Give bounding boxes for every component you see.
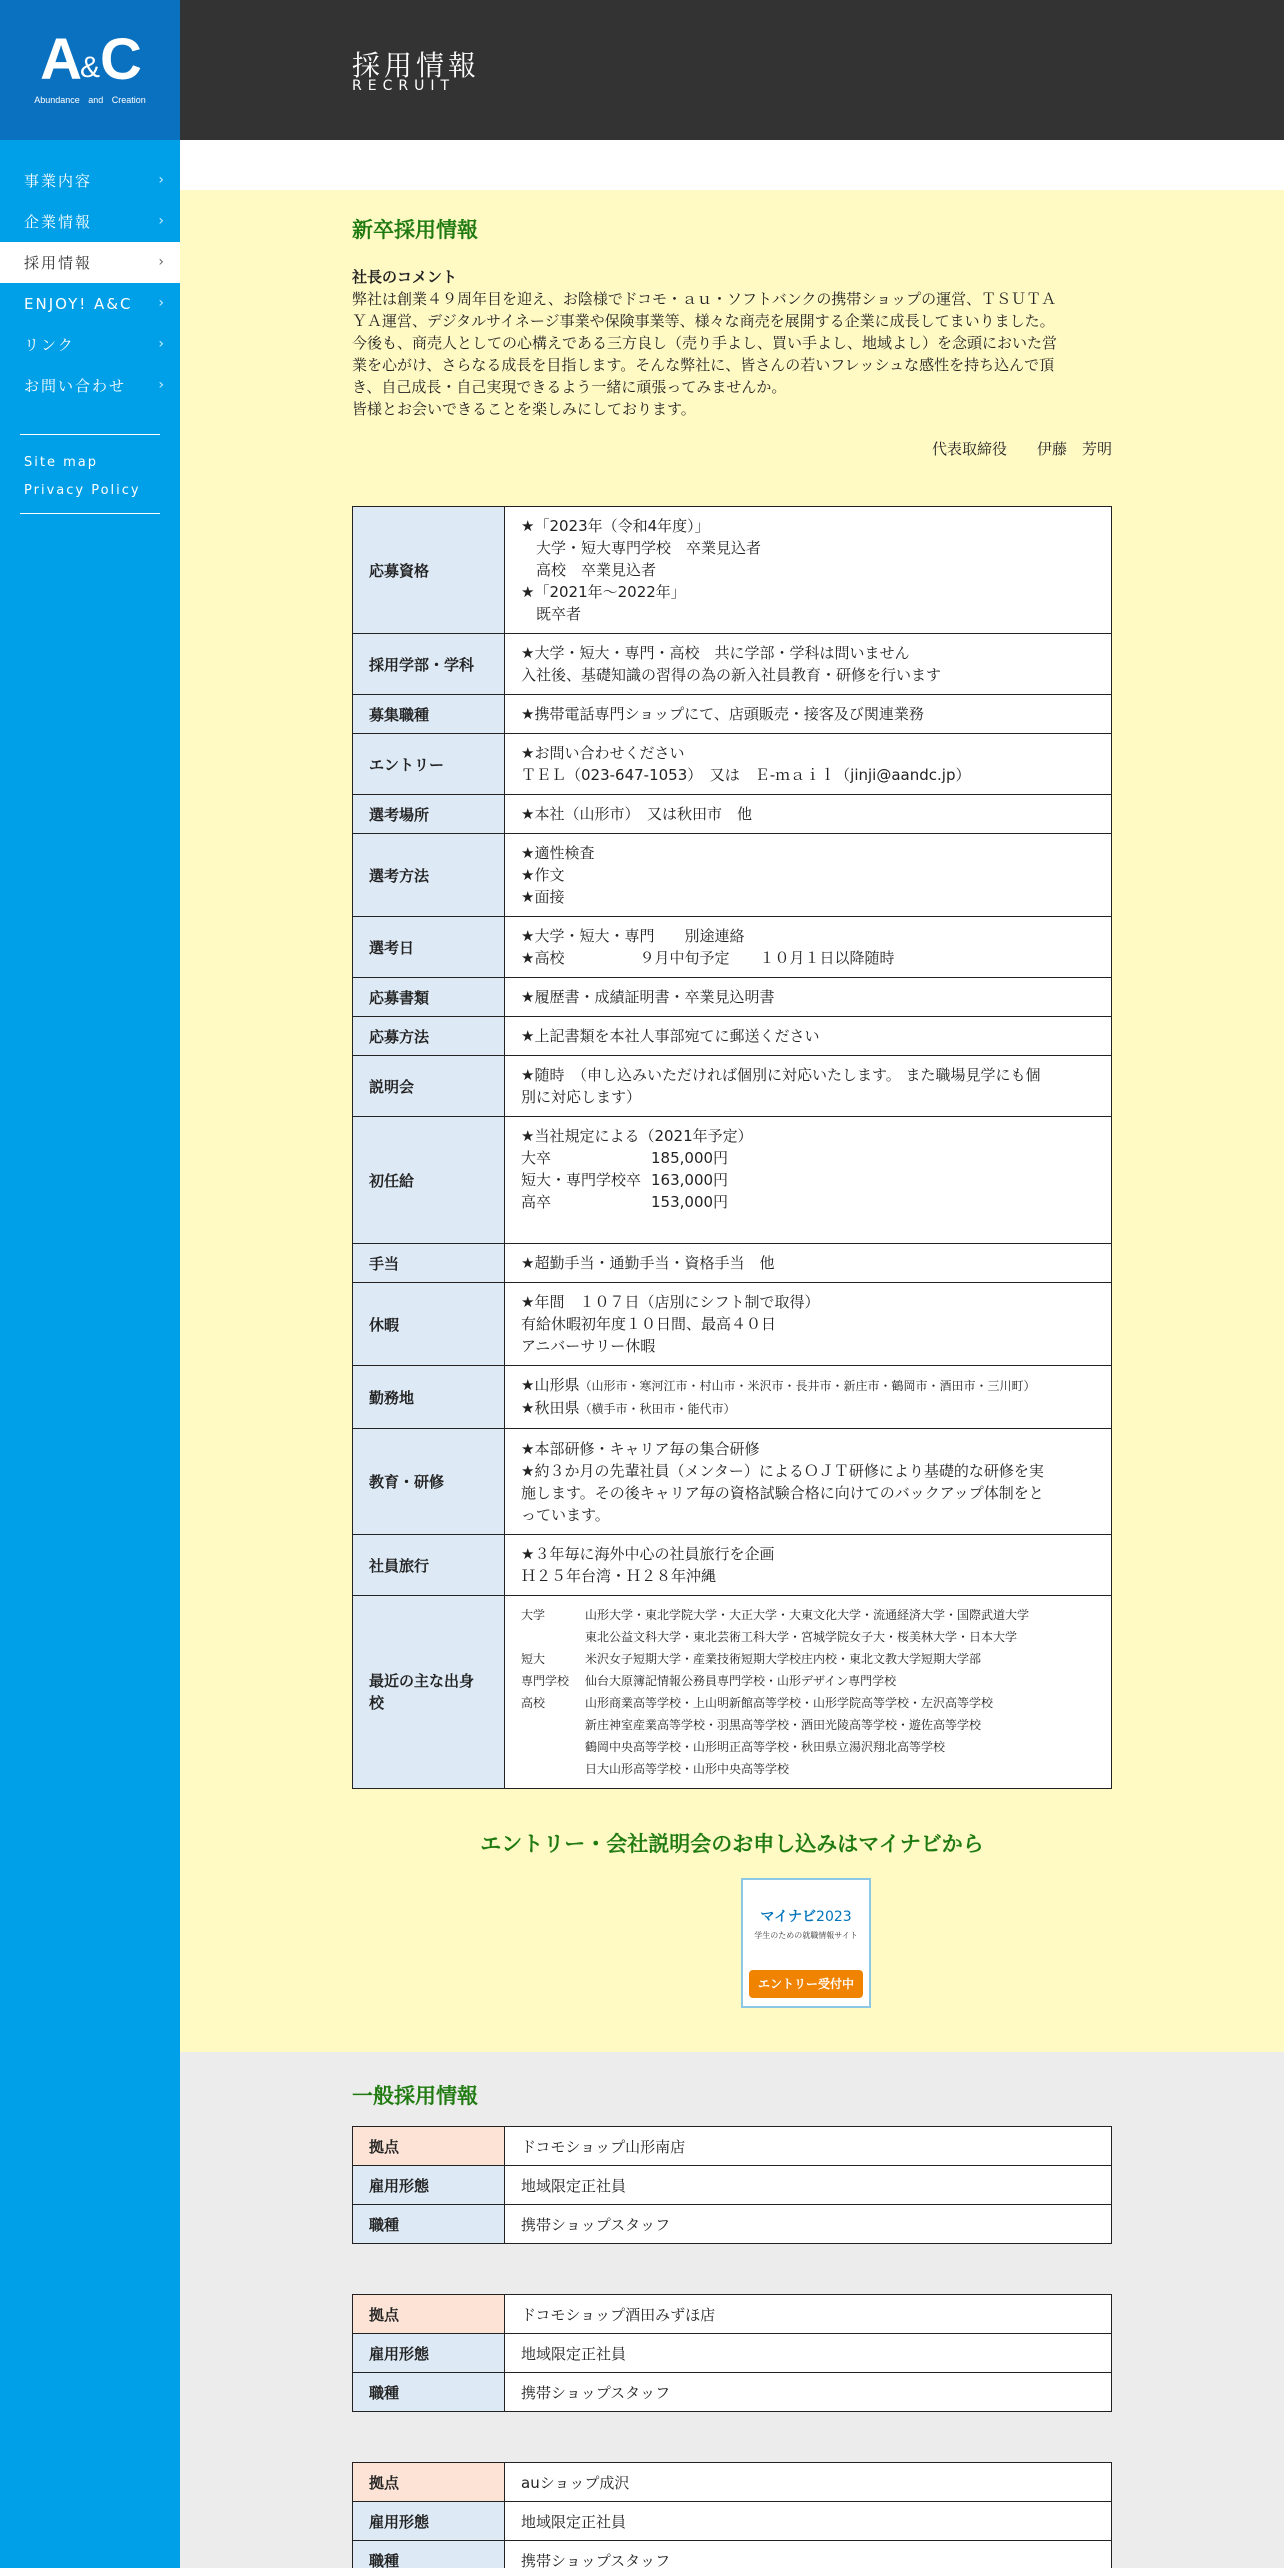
- row-value: ★超勤手当・通勤手当・資格手当 他: [505, 1244, 1112, 1283]
- employment-label: 雇用形態: [353, 2334, 505, 2373]
- table-row: [353, 2373, 1112, 2412]
- school-line: 高校 山形商業高等学校・上山明新館高等学校・山形学院高等学校・左沢高等学校: [521, 1696, 994, 1710]
- row-label: 最近の主な出身校: [353, 1596, 505, 1789]
- nav-item-contact[interactable]: お問い合わせ ›: [24, 377, 166, 395]
- general-recruit-title: 一般採用情報: [352, 2084, 478, 2108]
- table-row: [353, 1366, 1112, 1429]
- location-label: 拠点: [353, 2127, 505, 2166]
- table-row: [353, 507, 1112, 634]
- row-value: [505, 1366, 1112, 1429]
- row-label: 社員旅行: [353, 1535, 505, 1596]
- table-row: [353, 1596, 1112, 1789]
- workplace-item: ★秋田県（横手市・秋田市・能代市）: [521, 1399, 736, 1417]
- nav-item-business[interactable]: 事業内容 ›: [24, 172, 166, 190]
- posting-table: [352, 2462, 1112, 2568]
- nav-item-links[interactable]: リンク ›: [24, 336, 166, 354]
- comment-line: き、自己成長・自己実現できるよう一緒に頑張ってみませんか。: [352, 378, 787, 396]
- chevron-right-icon: ›: [158, 377, 166, 393]
- section-title: 新卒採用情報: [352, 218, 478, 242]
- logo-mark: A&C: [40, 27, 140, 92]
- employment-value: 地域限定正社員: [505, 2334, 1112, 2373]
- row-value: ★当社規定による（2021年予定） 大卒 185,000円 短大・専門学校卒 163,000円 高卒 153,000円: [505, 1117, 1112, 1244]
- table-row: [353, 1056, 1112, 1117]
- school-line: 大学 山形大学・東北学院大学・大正大学・大東文化大学・流通経済大学・国際武道大学: [521, 1608, 1030, 1622]
- salary-item: 短大・専門学校卒 163,000円: [521, 1171, 729, 1189]
- job-value: 携帯ショップスタッフ: [505, 2205, 1112, 2244]
- job-label: 職種: [353, 2205, 505, 2244]
- row-value: ★大学・短大・専門 別途連絡 ★高校 ９月中旬予定 １０月１日以降随時: [505, 917, 1112, 978]
- new-graduate-section: [180, 190, 1284, 2052]
- row-value: ★随時 （申し込みいただければ個別に対応いたします。 また職場見学にも個 別に対応します）: [505, 1056, 1112, 1117]
- table-row: [353, 834, 1112, 917]
- mynavi-tagline: 学生のための就職情報サイト: [754, 1931, 858, 1940]
- main-nav: [0, 160, 180, 406]
- page-subtitle: RECRUIT: [352, 78, 456, 94]
- chevron-right-icon: ›: [158, 213, 166, 229]
- table-row: [353, 634, 1112, 695]
- president-comment: [352, 288, 1116, 420]
- row-value: ★大学・短大・専門・高校 共に学部・学科は問いません 入社後、基礎知識の習得の為の新入社員教育・研修を行います: [505, 634, 1112, 695]
- row-label: 初任給: [353, 1117, 505, 1244]
- row-label: 説明会: [353, 1056, 505, 1117]
- table-row: [353, 2502, 1112, 2541]
- sidebar: [0, 0, 180, 2568]
- row-value: ★本社（山形市） 又は秋田市 他: [505, 795, 1112, 834]
- privacy-policy-link[interactable]: Privacy Policy: [24, 483, 141, 498]
- table-row: [353, 2205, 1112, 2244]
- row-label: 選考方法: [353, 834, 505, 917]
- row-label: 応募資格: [353, 507, 505, 634]
- job-value: 携帯ショップスタッフ: [505, 2541, 1112, 2568]
- row-value: ★上記書類を本社人事部宛てに郵送ください: [505, 1017, 1112, 1056]
- employment-value: 地域限定正社員: [505, 2166, 1112, 2205]
- table-row: [353, 1283, 1112, 1366]
- page-title: 採用情報: [352, 49, 481, 82]
- signature: 代表取締役 伊藤 芳明: [931, 440, 1112, 458]
- row-label: 休暇: [353, 1283, 505, 1366]
- row-label: 勤務地: [353, 1366, 505, 1429]
- job-value: 携帯ショップスタッフ: [505, 2373, 1112, 2412]
- row-value: ★適性検査 ★作文 ★面接: [505, 834, 1112, 917]
- table-row: [353, 2127, 1112, 2166]
- posting-table: [352, 2294, 1112, 2412]
- recruit-table: [352, 506, 1112, 1789]
- row-label: 募集職種: [353, 695, 505, 734]
- row-value: ★お問い合わせください ＴＥＬ（023-647-1053） 又は Ｅ-ｍａｉｌ（jinji@aandc.jp）: [505, 734, 1112, 795]
- table-row: [353, 795, 1112, 834]
- row-value: [505, 1596, 1112, 1789]
- row-label: 採用学部・学科: [353, 634, 505, 695]
- table-row: [353, 978, 1112, 1017]
- comment-line: 皆様とお会いできることを楽しみにしております。: [352, 400, 696, 418]
- posting-table: [352, 2126, 1112, 2244]
- row-value: ★「2023年（令和4年度）」 大学・短大専門学校 卒業見込者 高校 卒業見込者 ★「2021年～2022年」 既卒者: [505, 507, 1112, 634]
- sitemap-link[interactable]: Site map: [24, 455, 98, 470]
- comment-line: 弊社は創業４９周年目を迎え、お陰様でドコモ・ａｕ・ソフトバンクの携帯ショップの運営、ＴＳＵＴＡ: [352, 290, 1057, 308]
- school-line: 短大 米沢女子短期大学・産業技術短期大学校庄内校・東北文教大学短期大学部: [521, 1652, 982, 1666]
- row-value: ★履歴書・成績証明書・卒業見込明書: [505, 978, 1112, 1017]
- chevron-right-icon: ›: [158, 336, 166, 352]
- header-spacer: [180, 140, 1284, 190]
- row-value: ★３年毎に海外中心の社員旅行を企画 Ｈ２５年台湾・Ｈ２８年沖縄: [505, 1535, 1112, 1596]
- table-row: [353, 917, 1112, 978]
- comment-heading: 社長のコメント: [352, 268, 458, 286]
- mynavi-entry-banner[interactable]: [741, 1878, 871, 2008]
- sub-links: [20, 434, 160, 514]
- table-row: [353, 1244, 1112, 1283]
- location-label: 拠点: [353, 2295, 505, 2334]
- workplace-item: ★山形県（山形市・寒河江市・村山市・米沢市・長井市・新庄市・鶴岡市・酒田市・三川町）: [521, 1376, 1036, 1394]
- table-row: [353, 734, 1112, 795]
- page-header: [180, 0, 1284, 140]
- school-line: 専門学校 仙台大原簿記情報公務員専門学校・山形デザイン専門学校: [521, 1674, 897, 1688]
- school-line: 東北公益文科大学・東北芸術工科大学・宮城学院女子大・桜美林大学・日本大学: [585, 1630, 1018, 1644]
- nav-item-recruit[interactable]: 採用情報 ›: [0, 242, 180, 283]
- table-row: [353, 2463, 1112, 2502]
- table-row: [353, 695, 1112, 734]
- row-label: 応募書類: [353, 978, 505, 1017]
- table-row: [353, 1017, 1112, 1056]
- school-line: 鶴岡中央高等学校・山形明正高等学校・秋田県立湯沢翔北高等学校: [585, 1740, 946, 1754]
- location-label: 拠点: [353, 2463, 505, 2502]
- chevron-right-icon: ›: [158, 295, 166, 311]
- location-value: auショップ成沢: [505, 2463, 1112, 2502]
- school-line: 新庄神室産業高等学校・羽黒高等学校・酒田光陵高等学校・遊佐高等学校: [585, 1718, 982, 1732]
- table-row: [353, 2334, 1112, 2373]
- table-row: [353, 2166, 1112, 2205]
- logo[interactable]: [0, 0, 180, 140]
- row-label: 応募方法: [353, 1017, 505, 1056]
- row-label: 選考日: [353, 917, 505, 978]
- table-row: [353, 2295, 1112, 2334]
- logo-tagline: Abundance and Creation: [34, 95, 146, 105]
- row-value: ★携帯電話専門ショップにて、店頭販売・接客及び関連業務: [505, 695, 1112, 734]
- row-label: 教育・研修: [353, 1429, 505, 1535]
- employment-label: 雇用形態: [353, 2166, 505, 2205]
- nav-item-enjoy[interactable]: ENJOY! A&C ›: [24, 294, 166, 313]
- salary-item: 高卒 153,000円: [521, 1193, 729, 1211]
- table-row: [353, 2541, 1112, 2568]
- chevron-right-icon: ›: [158, 254, 166, 270]
- table-row: [353, 1535, 1112, 1596]
- location-value: ドコモショップ酒田みずほ店: [505, 2295, 1112, 2334]
- location-value: ドコモショップ山形南店: [505, 2127, 1112, 2166]
- comment-line: 業を心がけ、さらなる成長を目指します。そんな弊社に、皆さんの若いフレッシュな感性を持ち込んで頂: [352, 356, 1055, 374]
- mynavi-entry-button[interactable]: エントリー受付中: [749, 1970, 863, 1998]
- comment-line: ＹＡ運営、デジタルサイネージ事業や保険事業等、様々な商売を展開する企業に成長してまいりました。: [352, 312, 1055, 330]
- row-label: エントリー: [353, 734, 505, 795]
- table-row: [353, 1429, 1112, 1535]
- employment-label: 雇用形態: [353, 2502, 505, 2541]
- salary-item: 大卒 185,000円: [521, 1149, 729, 1167]
- row-label: 選考場所: [353, 795, 505, 834]
- nav-item-company[interactable]: 企業情報 ›: [24, 213, 166, 231]
- comment-line: 今後も、商売人としての心構えである三方良し（売り手よし、買い手よし、地域よし）を念頭においた営: [352, 334, 1058, 352]
- row-value: ★年間 １０７日（店別にシフト制で取得） 有給休暇初年度１０日間、最高４０日 アニバーサリー休暇: [505, 1283, 1112, 1366]
- chevron-right-icon: ›: [158, 172, 166, 188]
- school-line: 日大山形高等学校・山形中央高等学校: [585, 1762, 790, 1776]
- table-row: [353, 1117, 1112, 1244]
- job-label: 職種: [353, 2373, 505, 2412]
- row-label: 手当: [353, 1244, 505, 1283]
- mynavi-heading: エントリー・会社説明会のお申し込みはマイナビから: [480, 1832, 984, 1856]
- employment-value: 地域限定正社員: [505, 2502, 1112, 2541]
- mynavi-logo: マイナビ2023: [760, 1909, 852, 1925]
- job-label: 職種: [353, 2541, 505, 2568]
- row-value: ★本部研修・キャリア毎の集合研修 ★約３か月の先輩社員（メンター）によるＯＪＴ研修により基礎的な研修を実 施します。その後キャリア毎の資格試験合格に向けてのバックアップ体制をと っています。: [505, 1429, 1112, 1535]
